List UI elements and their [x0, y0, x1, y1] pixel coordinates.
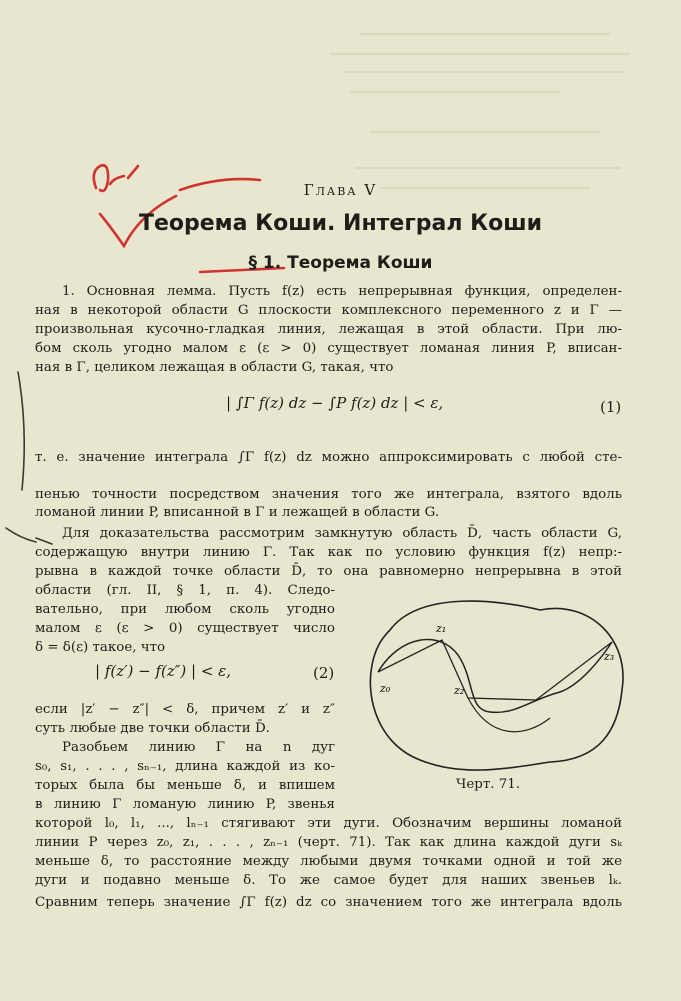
vertex-label-z2: z₂ [454, 684, 465, 697]
text-line: s₀, s₁, . . . , sₙ₋₁, длина каждой из ко- [35, 759, 335, 774]
arc-segment [468, 698, 550, 732]
curve-gamma [378, 640, 615, 713]
text-line: дуги и подавно меньше δ. То же самое будет для наших звеньев lₖ. [35, 873, 622, 888]
text-line: вательно, при любом сколь угодно [35, 602, 335, 617]
text-line: если |z′ − z″| < δ, причем z′ и z″ [35, 702, 335, 717]
text-line: Для доказательства рассмотрим замкнутую область D̄, часть области G, [62, 526, 622, 541]
text-line: в линию Γ ломаную линию P, звенья [35, 797, 335, 812]
text-line: торых была бы меньше δ, и впишем [35, 778, 335, 793]
text-line: произвольная кусочно-гладкая линия, лежащая в этой области. При лю- [35, 322, 622, 337]
text-line: рывна в каждой точке области D̄, то она равномерно непрерывна в этой [35, 564, 622, 579]
text-line: бом сколь угодно малом ε (ε > 0) существует ломаная линия P, вписан- [35, 341, 622, 356]
equation-1: | ∫Γ f(z) dz − ∫P f(z) dz | < ε, [226, 394, 444, 412]
figure-71 [350, 580, 640, 785]
vertex-label-z0: z₀ [380, 682, 391, 695]
text-line: ная в некоторой области G плоскости комплексного переменного z и Γ — [35, 303, 622, 318]
text-line: ная в Γ, целиком лежащая в области G, такая, что [35, 360, 394, 375]
text-line: суть любые две точки области D̄. [35, 721, 270, 736]
equation-2: | f(z′) − f(z″) | < ε, [95, 662, 231, 680]
text-line: меньше δ, то расстояние между любыми двумя точками одной и той же [35, 854, 622, 869]
vertex-label-z3: z₃ [604, 650, 615, 663]
figure-caption: Черт. 71. [456, 777, 521, 792]
chapter-label: Глава V [303, 181, 378, 199]
chapter-title: Теорема Коши. Интеграл Коши [138, 211, 543, 236]
region-boundary [370, 601, 623, 770]
text-line: которой l₀, l₁, ..., lₙ₋₁ стягивают эти дуги. Обозначим вершины ломаной [35, 816, 622, 831]
text-line: линии P через z₀, z₁, . . . , zₙ₋₁ (черт. 71). Так как длина каждой дуги sₖ [35, 835, 622, 850]
text-line: ломаной линии P, вписанной в Γ и лежащей в области G. [35, 505, 440, 520]
text-line: δ = δ(ε) такое, что [35, 640, 166, 655]
text-line: содержащую внутри линию Γ. Так как по условию функция f(z) непр:- [35, 545, 622, 560]
equation-2-number: (2) [313, 664, 335, 682]
text-line: т. е. значение интеграла ∫Γ f(z) dz можно аппроксимировать с любой сте- [35, 450, 622, 465]
polyline-p [378, 640, 615, 700]
text-line: малом ε (ε > 0) существует число [35, 621, 335, 636]
vertex-label-z1: z₁ [436, 622, 447, 635]
text-line: Сравним теперь значение ∫Γ f(z) dz со значением того же интеграла вдоль [35, 895, 622, 910]
equation-1-number: (1) [600, 398, 622, 416]
text-line: пенью точности посредством значения того же интеграла, взятого вдоль [35, 487, 622, 502]
text-line: Разобьем линию Γ на n дуг [62, 740, 335, 755]
text-line: 1. Основная лемма. Пусть f(z) есть непрерывная функция, определен- [62, 284, 622, 299]
section-heading: § 1. Теорема Коши [248, 253, 433, 273]
text-line: области (гл. II, § 1, п. 4). Следо- [35, 583, 335, 598]
